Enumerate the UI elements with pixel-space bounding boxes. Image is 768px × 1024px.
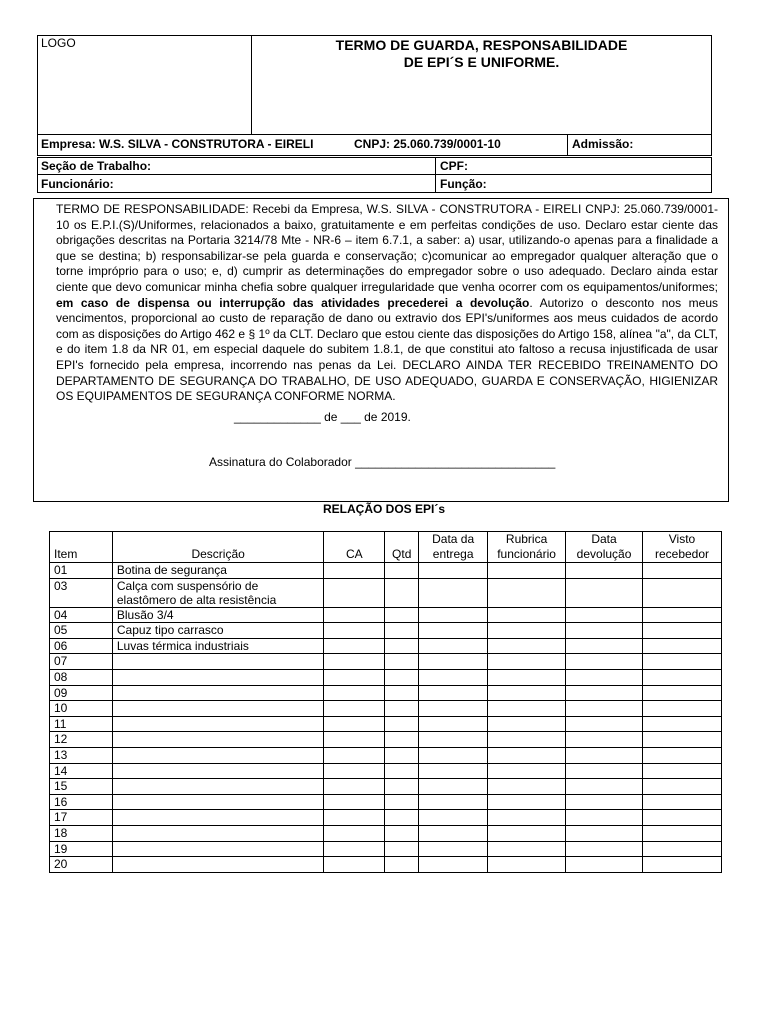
data-entrega-cell[interactable] (419, 779, 488, 795)
rubrica-cell[interactable] (488, 716, 566, 732)
admissao-label: Admissão: (572, 137, 634, 151)
rubrica-cell[interactable] (488, 563, 566, 579)
descricao-cell (112, 716, 323, 732)
descricao-cell: Blusão 3/4 (112, 607, 323, 623)
data-entrega-cell[interactable] (419, 810, 488, 826)
item-cell: 12 (50, 732, 113, 748)
item-cell: 10 (50, 701, 113, 717)
item-cell: 19 (50, 841, 113, 857)
ca-cell[interactable] (324, 825, 385, 841)
ca-cell[interactable] (324, 578, 385, 607)
visto-cell[interactable] (643, 563, 722, 579)
rubrica-cell[interactable] (488, 685, 566, 701)
data-devolucao-cell[interactable] (566, 779, 643, 795)
ca-cell[interactable] (324, 685, 385, 701)
col-header-qtd: Qtd (385, 532, 419, 563)
descricao-cell (112, 654, 323, 670)
title-box (251, 35, 712, 135)
data-entrega-cell[interactable] (419, 563, 488, 579)
logo-placeholder: LOGO (41, 36, 76, 50)
data-devolucao-cell[interactable] (566, 825, 643, 841)
table-row (50, 623, 722, 639)
item-cell: 01 (50, 563, 113, 579)
visto-cell[interactable] (643, 607, 722, 623)
funcao-label: Função: (440, 177, 487, 191)
data-entrega-cell[interactable] (419, 578, 488, 607)
data-entrega-cell[interactable] (419, 732, 488, 748)
qtd-cell[interactable] (385, 841, 419, 857)
rubrica-cell[interactable] (488, 825, 566, 841)
col-header-item: Item (50, 532, 113, 563)
qtd-cell[interactable] (385, 857, 419, 873)
visto-cell[interactable] (643, 841, 722, 857)
qtd-cell[interactable] (385, 669, 419, 685)
table-row (50, 669, 722, 685)
col-header-rubrica: Rubrica funcionário (488, 532, 566, 563)
visto-cell[interactable] (643, 578, 722, 607)
termo-box (33, 198, 729, 502)
ca-cell[interactable] (324, 841, 385, 857)
data-devolucao-cell[interactable] (566, 747, 643, 763)
item-cell: 11 (50, 716, 113, 732)
col-header-data-entrega: Data da entrega (419, 532, 488, 563)
logo-box (37, 35, 252, 135)
admissao-cell[interactable] (567, 134, 712, 156)
descricao-cell (112, 701, 323, 717)
col-header-visto: Visto recebedor (643, 532, 722, 563)
rubrica-cell[interactable] (488, 794, 566, 810)
data-entrega-cell[interactable] (419, 654, 488, 670)
rubrica-cell[interactable] (488, 578, 566, 607)
empresa-cell (37, 134, 568, 156)
secao-cell[interactable] (37, 157, 436, 175)
visto-cell[interactable] (643, 825, 722, 841)
descricao-cell (112, 763, 323, 779)
ca-cell[interactable] (324, 654, 385, 670)
visto-cell[interactable] (643, 701, 722, 717)
table-row (50, 794, 722, 810)
data-entrega-cell[interactable] (419, 669, 488, 685)
descricao-cell: Capuz tipo carrasco (112, 623, 323, 639)
document-title-line1: TERMO DE GUARDA, RESPONSABILIDADE (335, 37, 628, 53)
qtd-cell[interactable] (385, 638, 419, 654)
data-entrega-cell[interactable] (419, 685, 488, 701)
ca-cell[interactable] (324, 716, 385, 732)
descricao-cell (112, 779, 323, 795)
data-entrega-cell[interactable] (419, 825, 488, 841)
data-entrega-cell[interactable] (419, 607, 488, 623)
ca-cell[interactable] (324, 763, 385, 779)
table-row (50, 857, 722, 873)
col-header-descricao: Descrição (112, 532, 323, 563)
data-devolucao-cell[interactable] (566, 701, 643, 717)
termo-text-pre: TERMO DE RESPONSABILIDADE: Recebi da Empresa, W.S. SILVA - CONSTRUTORA - EIRELI CNPJ: 25.060.739/0001-10 os E.P.I.(S)/Uniformes, relacionados a baixo, gratuitamente e em perfeitas condições de uso. Declaro estar ciente das obrigações descritas na Portaria 3214/78 Mte - NR-6 – item 6.7.1, a saber: a) usar, utilizando-o apenas para a finalidade a que se destina; b) responsabilizar-se pela guarda e conservação; c)comunicar ao empregador qualquer alteração que o torne impróprio para o uso; e, d) cumprir as determinações do empregador sobre o uso adequado. Declaro ainda estar ciente que devo comunicar minha chefia sobre qualquer irregularidade que venha ocorrer com os equipamentos/uniformes; (56, 202, 718, 294)
descricao-cell (112, 747, 323, 763)
table-row (50, 732, 722, 748)
data-devolucao-cell[interactable] (566, 794, 643, 810)
table-row (50, 763, 722, 779)
descricao-cell (112, 810, 323, 826)
item-cell: 13 (50, 747, 113, 763)
qtd-cell[interactable] (385, 563, 419, 579)
ca-cell[interactable] (324, 732, 385, 748)
data-devolucao-cell[interactable] (566, 810, 643, 826)
qtd-cell[interactable] (385, 732, 419, 748)
data-devolucao-cell[interactable] (566, 685, 643, 701)
table-row (50, 716, 722, 732)
visto-cell[interactable] (643, 779, 722, 795)
descricao-cell: Calça com suspensório de elastômero de alta resistência (112, 578, 323, 607)
item-cell: 04 (50, 607, 113, 623)
signature-line[interactable]: Assinatura do Colaborador ______________________________ (209, 455, 556, 469)
epi-table-body (50, 563, 722, 873)
visto-cell[interactable] (643, 623, 722, 639)
visto-cell[interactable] (643, 857, 722, 873)
empresa-label: Empresa: W.S. SILVA - CONSTRUTORA - EIRELI (41, 137, 314, 151)
rubrica-cell[interactable] (488, 841, 566, 857)
rubrica-cell[interactable] (488, 732, 566, 748)
ca-cell[interactable] (324, 563, 385, 579)
data-entrega-cell[interactable] (419, 716, 488, 732)
visto-cell[interactable] (643, 810, 722, 826)
rubrica-cell[interactable] (488, 654, 566, 670)
rubrica-cell[interactable] (488, 638, 566, 654)
data-entrega-cell[interactable] (419, 623, 488, 639)
data-entrega-cell[interactable] (419, 747, 488, 763)
qtd-cell[interactable] (385, 685, 419, 701)
item-cell: 06 (50, 638, 113, 654)
item-cell: 07 (50, 654, 113, 670)
item-cell: 05 (50, 623, 113, 639)
visto-cell[interactable] (643, 638, 722, 654)
table-row (50, 563, 722, 579)
qtd-cell[interactable] (385, 763, 419, 779)
document-title-line2: DE EPI´S E UNIFORME. (403, 54, 560, 70)
table-row (50, 810, 722, 826)
termo-text (56, 202, 718, 405)
data-devolucao-cell[interactable] (566, 857, 643, 873)
item-cell: 08 (50, 669, 113, 685)
table-row (50, 747, 722, 763)
visto-cell[interactable] (643, 716, 722, 732)
ca-cell[interactable] (324, 623, 385, 639)
qtd-cell[interactable] (385, 607, 419, 623)
item-cell: 14 (50, 763, 113, 779)
data-entrega-cell[interactable] (419, 841, 488, 857)
data-devolucao-cell[interactable] (566, 732, 643, 748)
visto-cell[interactable] (643, 654, 722, 670)
descricao-cell (112, 825, 323, 841)
table-row (50, 578, 722, 607)
data-entrega-cell[interactable] (419, 857, 488, 873)
descricao-cell (112, 685, 323, 701)
rubrica-cell[interactable] (488, 779, 566, 795)
descricao-cell: Luvas térmica industriais (112, 638, 323, 654)
rubrica-cell[interactable] (488, 623, 566, 639)
qtd-cell[interactable] (385, 825, 419, 841)
descricao-cell (112, 857, 323, 873)
data-devolucao-cell[interactable] (566, 763, 643, 779)
rubrica-cell[interactable] (488, 763, 566, 779)
item-cell: 09 (50, 685, 113, 701)
ca-cell[interactable] (324, 607, 385, 623)
descricao-cell: Botina de segurança (112, 563, 323, 579)
ca-cell[interactable] (324, 747, 385, 763)
visto-cell[interactable] (643, 794, 722, 810)
ca-cell[interactable] (324, 794, 385, 810)
qtd-cell[interactable] (385, 578, 419, 607)
table-row (50, 654, 722, 670)
date-line[interactable]: _____________ de ___ de 2019. (234, 410, 411, 424)
data-devolucao-cell[interactable] (566, 607, 643, 623)
ca-cell[interactable] (324, 701, 385, 717)
data-devolucao-cell[interactable] (566, 578, 643, 607)
data-devolucao-cell[interactable] (566, 716, 643, 732)
item-cell: 03 (50, 578, 113, 607)
visto-cell[interactable] (643, 685, 722, 701)
rubrica-cell[interactable] (488, 810, 566, 826)
qtd-cell[interactable] (385, 623, 419, 639)
termo-text-post: . Autorizo o desconto nos meus vencimentos, proporcional ao custo de reparação de dano ou extravio dos EPI's/uniformes aos meus cuidados de acordo com as disposições do Artigo 462 e § 1º da CLT. Declaro que estou ciente das disposições do Artigo 158, alínea "a", da CLT, e do item 1.8 da NR 01, em especial daquele do subitem 1.8.1, de que constitui ato faltoso a recusa injustificada de usar EPI's fornecido pela empresa, incorrendo nas penas da Lei. DECLARO AINDA TER RECEBIDO TREINAMENTO DO DEPARTAMENTO DE SEGURANÇA DO TRABALHO, DE USO ADEQUADO, GUARDA E CONSERVAÇÃO, HIGIENIZAR OS EQUIPAMENTOS DE SEGURANÇA CONFORME NORMA. (56, 295, 719, 404)
qtd-cell[interactable] (385, 779, 419, 795)
data-devolucao-cell[interactable] (566, 841, 643, 857)
qtd-cell[interactable] (385, 716, 419, 732)
cpf-cell[interactable] (435, 157, 712, 175)
descricao-cell (112, 794, 323, 810)
visto-cell[interactable] (643, 732, 722, 748)
data-devolucao-cell[interactable] (566, 623, 643, 639)
table-row (50, 685, 722, 701)
data-devolucao-cell[interactable] (566, 654, 643, 670)
table-header-row (50, 532, 722, 563)
ca-cell[interactable] (324, 669, 385, 685)
secao-label: Seção de Trabalho: (41, 159, 152, 173)
ca-cell[interactable] (324, 857, 385, 873)
ca-cell[interactable] (324, 638, 385, 654)
visto-cell[interactable] (643, 669, 722, 685)
rubrica-cell[interactable] (488, 747, 566, 763)
qtd-cell[interactable] (385, 654, 419, 670)
table-row (50, 701, 722, 717)
table-row (50, 825, 722, 841)
table-row (50, 638, 722, 654)
relacao-title: RELAÇÃO DOS EPI´s (322, 502, 445, 516)
item-cell: 15 (50, 779, 113, 795)
descricao-cell (112, 669, 323, 685)
table-row (50, 607, 722, 623)
qtd-cell[interactable] (385, 810, 419, 826)
table-row (50, 779, 722, 795)
qtd-cell[interactable] (385, 701, 419, 717)
rubrica-cell[interactable] (488, 701, 566, 717)
rubrica-cell[interactable] (488, 857, 566, 873)
termo-text-bold: em caso de dispensa ou interrupção das atividades precederei a devolução (56, 295, 530, 310)
rubrica-cell[interactable] (488, 607, 566, 623)
data-devolucao-cell[interactable] (566, 638, 643, 654)
cpf-label: CPF: (440, 159, 468, 173)
cnpj-label: CNPJ: 25.060.739/0001-10 (354, 137, 501, 151)
col-header-ca: CA (324, 532, 385, 563)
data-devolucao-cell[interactable] (566, 669, 643, 685)
funcao-cell[interactable] (435, 174, 712, 193)
data-entrega-cell[interactable] (419, 701, 488, 717)
ca-cell[interactable] (324, 779, 385, 795)
qtd-cell[interactable] (385, 794, 419, 810)
funcionario-label: Funcionário: (41, 177, 114, 191)
funcionario-cell[interactable] (37, 174, 436, 193)
data-entrega-cell[interactable] (419, 638, 488, 654)
qtd-cell[interactable] (385, 747, 419, 763)
data-devolucao-cell[interactable] (566, 563, 643, 579)
descricao-cell (112, 841, 323, 857)
data-entrega-cell[interactable] (419, 763, 488, 779)
item-cell: 17 (50, 810, 113, 826)
ca-cell[interactable] (324, 810, 385, 826)
table-row (50, 841, 722, 857)
epi-table (49, 531, 722, 873)
item-cell: 16 (50, 794, 113, 810)
item-cell: 18 (50, 825, 113, 841)
visto-cell[interactable] (643, 747, 722, 763)
data-entrega-cell[interactable] (419, 794, 488, 810)
col-header-data-devolucao: Data devolução (566, 532, 643, 563)
item-cell: 20 (50, 857, 113, 873)
rubrica-cell[interactable] (488, 669, 566, 685)
visto-cell[interactable] (643, 763, 722, 779)
descricao-cell (112, 732, 323, 748)
